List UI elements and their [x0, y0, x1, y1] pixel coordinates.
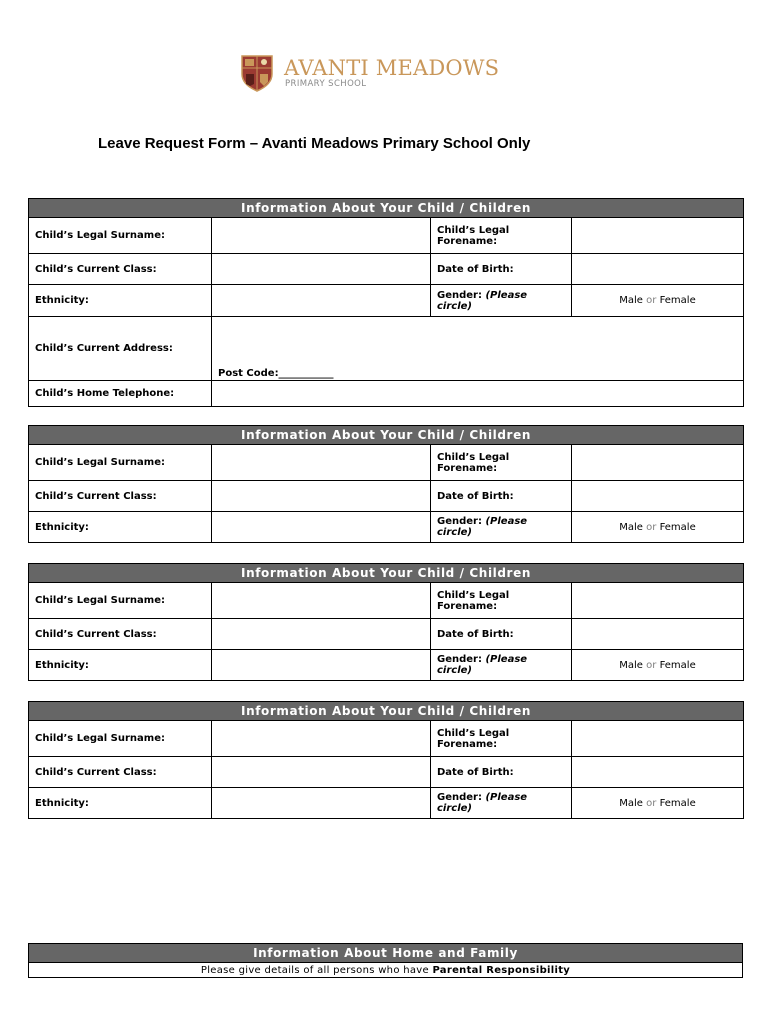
- address-field[interactable]: [212, 317, 744, 381]
- ethnicity-label: Ethnicity:: [29, 650, 212, 681]
- family-note: [29, 963, 743, 978]
- gender-or: or: [646, 295, 657, 306]
- dob-field[interactable]: [572, 619, 744, 650]
- dob-label: Date of Birth:: [431, 619, 572, 650]
- address-label: Child’s Current Address:: [29, 317, 212, 381]
- dob-label: Date of Birth:: [431, 481, 572, 512]
- child-section-1: [28, 198, 744, 407]
- gender-or: or: [646, 659, 657, 671]
- school-logo: [240, 54, 500, 94]
- forename-field[interactable]: [572, 218, 744, 254]
- child-section-3: [28, 563, 744, 681]
- surname-label: Child’s Legal Surname:: [29, 218, 212, 254]
- gender-male-option[interactable]: Male: [619, 295, 643, 306]
- class-field[interactable]: [212, 619, 431, 650]
- forename-label: Child’s Legal Forename:: [431, 445, 572, 481]
- gender-hint: (Please circle): [437, 516, 528, 538]
- gender-options: [572, 788, 744, 819]
- gender-label-cell: [431, 512, 572, 543]
- gender-options: [572, 285, 744, 317]
- forename-label: Child’s Legal Forename:: [431, 583, 572, 619]
- ethnicity-field[interactable]: [212, 788, 431, 819]
- forename-field[interactable]: [572, 445, 744, 481]
- surname-field[interactable]: [212, 218, 431, 254]
- class-label: Child’s Current Class:: [29, 481, 212, 512]
- gender-label-cell: [431, 650, 572, 681]
- postcode-label: Post Code:___________: [218, 368, 334, 379]
- ethnicity-label: Ethnicity:: [29, 512, 212, 543]
- gender-male-option[interactable]: Male: [619, 659, 643, 671]
- forename-field[interactable]: [572, 721, 744, 757]
- section-header: Information About Your Child / Children: [29, 199, 744, 218]
- class-field[interactable]: [212, 481, 431, 512]
- class-field[interactable]: [212, 757, 431, 788]
- family-header: Information About Home and Family: [29, 944, 743, 963]
- dob-label: Date of Birth:: [431, 757, 572, 788]
- telephone-label: Child’s Home Telephone:: [29, 381, 212, 407]
- gender-label: Gender:: [437, 792, 482, 803]
- gender-label-cell: [431, 788, 572, 819]
- gender-label-cell: [431, 285, 572, 317]
- school-name: AVANTI MEADOWS: [284, 56, 500, 80]
- class-label: Child’s Current Class:: [29, 619, 212, 650]
- family-note-bold: Parental Responsibility: [432, 964, 571, 976]
- gender-female-option[interactable]: Female: [659, 797, 696, 809]
- page-title: Leave Request Form – Avanti Meadows Primary School Only: [98, 135, 531, 152]
- gender-hint: (Please circle): [437, 289, 528, 312]
- child-section-4: [28, 701, 744, 819]
- gender-female-option[interactable]: Female: [659, 295, 696, 306]
- surname-field[interactable]: [212, 721, 431, 757]
- gender-label: Gender:: [437, 654, 482, 665]
- gender-options: [572, 650, 744, 681]
- gender-female-option[interactable]: Female: [659, 659, 696, 671]
- forename-label: Child’s Legal Forename:: [431, 721, 572, 757]
- ethnicity-label: Ethnicity:: [29, 788, 212, 819]
- gender-options: [572, 512, 744, 543]
- gender-female-option[interactable]: Female: [659, 521, 696, 533]
- ethnicity-field[interactable]: [212, 650, 431, 681]
- child-section-2: [28, 425, 744, 543]
- class-label: Child’s Current Class:: [29, 254, 212, 285]
- family-note-text: Please give details of all persons who have: [200, 964, 433, 976]
- dob-field[interactable]: [572, 254, 744, 285]
- ethnicity-field[interactable]: [212, 285, 431, 317]
- class-label: Child’s Current Class:: [29, 757, 212, 788]
- section-header: Information About Your Child / Children: [29, 564, 744, 583]
- surname-label: Child’s Legal Surname:: [29, 583, 212, 619]
- gender-hint: (Please circle): [437, 654, 528, 676]
- forename-label: Child’s Legal Forename:: [431, 218, 572, 254]
- gender-or: or: [646, 521, 657, 533]
- section-header: Information About Your Child / Children: [29, 426, 744, 445]
- gender-or: or: [646, 797, 657, 809]
- surname-label: Child’s Legal Surname:: [29, 445, 212, 481]
- school-crest-icon: [240, 54, 274, 92]
- surname-label: Child’s Legal Surname:: [29, 721, 212, 757]
- gender-male-option[interactable]: Male: [619, 521, 643, 533]
- school-subtitle: PRIMARY SCHOOL: [285, 79, 367, 89]
- telephone-field[interactable]: [212, 381, 744, 407]
- ethnicity-field[interactable]: [212, 512, 431, 543]
- family-section: [28, 943, 743, 978]
- forename-field[interactable]: [572, 583, 744, 619]
- gender-label: Gender:: [437, 516, 482, 527]
- gender-label: Gender:: [437, 289, 482, 301]
- class-field[interactable]: [212, 254, 431, 285]
- dob-field[interactable]: [572, 481, 744, 512]
- surname-field[interactable]: [212, 445, 431, 481]
- gender-male-option[interactable]: Male: [619, 797, 643, 809]
- ethnicity-label: Ethnicity:: [29, 285, 212, 317]
- gender-hint: (Please circle): [437, 792, 528, 814]
- surname-field[interactable]: [212, 583, 431, 619]
- dob-label: Date of Birth:: [431, 254, 572, 285]
- dob-field[interactable]: [572, 757, 744, 788]
- section-header: Information About Your Child / Children: [29, 702, 744, 721]
